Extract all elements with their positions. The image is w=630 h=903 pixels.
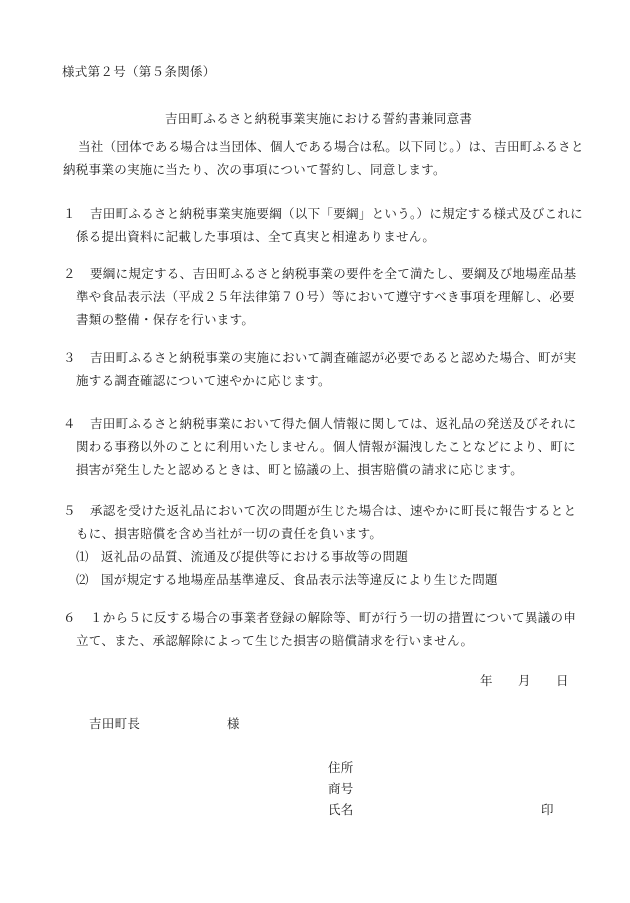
date-month: 月 [518,673,531,688]
intro-line: 納税事業の実施に当たり、次の事項について誓約し、同意します。 [63,162,446,177]
clause-number: ３ [63,350,76,365]
clause-line: 係る提出資料に記載した事項は、全て真実と相違ありません。 [76,229,436,244]
document-title: 吉田町ふるさと納税事業実施における誓約書兼同意書 [165,111,473,126]
addressee-honorific: 様 [227,716,240,731]
subitem-number: ⑵ [76,572,89,587]
company-label: 商号 [328,781,354,796]
date-day: 日 [556,673,569,688]
clause-line: 書類の整備・保存を行います。 [76,312,255,327]
clause-line: 損害が発生したと認めるときは、町と協議の上、損害賠償の請求に応じます。 [76,462,524,477]
clause-number: ４ [63,416,76,431]
clause-line: 関わる事務以外のことに利用いたしません。個人情報が漏洩したことなどにより、町に [76,439,576,454]
clause-number: ６ [63,610,76,625]
name-label: 氏名 [328,802,354,817]
clause-line: 準や食品表示法（平成２５年法律第７０号）等において遵守すべき事項を理解し、必要 [76,289,575,304]
clause-line: 施する調査確認について速やかに応じます。 [76,373,331,388]
clause-line: 吉田町ふるさと納税事業において得た個人情報に関しては、返礼品の発送及びそれに [90,416,577,431]
clause-number: １ [63,206,76,221]
clause-line: 吉田町ふるさと納税事業の実施において調査確認が必要であると認めた場合、町が実 [90,350,577,365]
clause-line: 吉田町ふるさと納税事業実施要綱（以下「要綱」という。）に規定する様式及びこれに [90,206,583,221]
subitem-number: ⑴ [76,549,89,564]
seal-label: 印 [541,802,554,817]
address-label: 住所 [328,760,354,775]
subitem-text: 国が規定する地場産品基準違反、食品表示法等違反により生じた問題 [101,572,498,587]
clause-number: ２ [63,266,76,281]
clause-line: 承認を受けた返礼品において次の問題が生じた場合は、速やかに町長に報告するとと [90,503,577,518]
intro-line: 当社（団体である場合は当団体、個人である場合は私。以下同じ。）は、吉田町ふるさと [78,139,584,154]
form-label: 様式第２号（第５条関係） [62,64,216,79]
clause-number: ５ [63,503,76,518]
addressee-name: 吉田町長 [89,716,141,731]
clause-line: 立て、また、承認解除によって生じた損害の賠償請求を行いません。 [76,633,474,648]
subitem-text: 返礼品の品質、流通及び提供等における事故等の問題 [101,549,409,564]
clause-line: 要綱に規定する、吉田町ふるさと納税事業の要件を全て満たし、要綱及び地場産品基 [90,266,577,281]
date-year: 年 [480,673,493,688]
clause-line: もに、損害賠償を含め当社が一切の責任を負います。 [76,526,383,541]
clause-line: １から５に反する場合の事業者登録の解除等、町が行う一切の措置について異議の申 [90,610,577,625]
